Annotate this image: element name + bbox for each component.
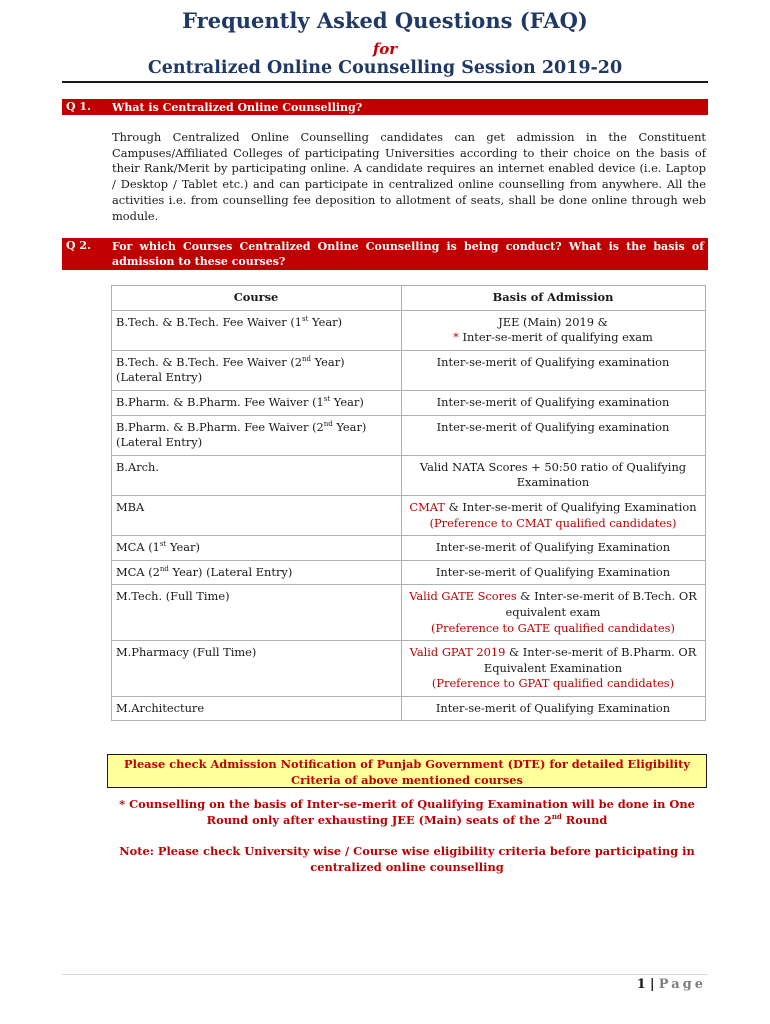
course-cell bbox=[112, 560, 402, 585]
column-header-basis: Basis of Admission bbox=[402, 286, 706, 311]
course-subtext: (Lateral Entry) bbox=[116, 435, 203, 450]
table-header-row bbox=[112, 286, 706, 311]
courses-table bbox=[111, 285, 706, 721]
basis-highlight: Valid GPAT 2019 bbox=[409, 645, 506, 660]
course-name: M.Pharmacy (Full Time) bbox=[116, 645, 257, 660]
question-text: What is Centralized Online Counselling? bbox=[112, 101, 363, 114]
course-cell bbox=[112, 350, 402, 390]
basis-text: Valid NATA Scores + 50:50 ratio of Qualifying Examination bbox=[419, 459, 687, 490]
course-cell bbox=[112, 696, 402, 721]
course-tail: Year) bbox=[311, 354, 345, 369]
basis-text: Inter-se-merit of Qualifying Examination bbox=[435, 540, 671, 555]
basis-cell bbox=[402, 536, 706, 561]
table-row bbox=[112, 696, 706, 721]
basis-cell bbox=[402, 415, 706, 455]
note-sup: nd bbox=[551, 811, 562, 821]
course-name: MBA bbox=[116, 499, 145, 514]
course-cell bbox=[112, 536, 402, 561]
course-subtext: (Lateral Entry) bbox=[116, 370, 203, 385]
counselling-note bbox=[107, 797, 707, 828]
note-text: * Counselling on the basis of Inter-se-merit of Qualifying Examination will be done in One Round only after exhausting JEE (Main) seats of the 2 bbox=[119, 797, 695, 827]
basis-preference: (Preference to CMAT qualified candidates) bbox=[429, 515, 677, 530]
course-name: B.Tech. & B.Tech. Fee Waiver (2 bbox=[116, 354, 303, 369]
course-cell bbox=[112, 585, 402, 641]
course-name: M.Architecture bbox=[116, 700, 205, 715]
basis-cell bbox=[402, 390, 706, 415]
title-divider bbox=[62, 81, 708, 83]
course-tail: Year) bbox=[308, 314, 343, 329]
table-row bbox=[112, 415, 706, 455]
course-sup: st bbox=[302, 314, 309, 323]
basis-cell bbox=[402, 585, 706, 641]
basis-highlight: Valid GATE Scores bbox=[409, 589, 517, 604]
course-cell bbox=[112, 455, 402, 495]
basis-text: JEE (Main) 2019 & bbox=[498, 314, 608, 329]
title-for: for bbox=[372, 40, 398, 58]
basis-asterisk: * bbox=[453, 330, 459, 345]
eligibility-note: Note: Please check University wise / Course wise eligibility criteria before participating in centralized online counselling bbox=[119, 844, 695, 874]
page-subtitle: Centralized Online Counselling Session 2019-20 bbox=[147, 58, 623, 78]
course-tail: Year) bbox=[330, 394, 364, 409]
eligibility-notice: Please check Admission Notification of Punjab Government (DTE) for detailed Eligibility Criteria of above mentioned courses bbox=[107, 754, 707, 788]
course-tail: Year) bbox=[332, 419, 367, 434]
table-row bbox=[112, 585, 706, 641]
course-sup: st bbox=[323, 395, 331, 404]
course-name: B.Pharm. & B.Pharm. Fee Waiver (1 bbox=[116, 394, 324, 409]
course-name: B.Pharm. & B.Pharm. Fee Waiver (2 bbox=[116, 419, 324, 434]
basis-highlight: CMAT bbox=[409, 499, 445, 514]
basis-text: Inter-se-merit of Qualifying Examination bbox=[435, 564, 671, 579]
basis-text: & Inter-se-merit of B.Pharm. OR Equivalent Examination bbox=[483, 645, 697, 675]
page-number: 1 bbox=[636, 977, 646, 992]
basis-text: Inter-se-merit of Qualifying examination bbox=[436, 354, 670, 369]
basis-preference: (Preference to GATE qualified candidates) bbox=[431, 620, 675, 635]
course-name: M.Tech. (Full Time) bbox=[116, 589, 230, 604]
course-name: MCA (2 bbox=[116, 564, 160, 579]
course-sup: st bbox=[159, 540, 167, 549]
basis-cell bbox=[402, 641, 706, 697]
table-row bbox=[112, 310, 706, 350]
basis-text: & Inter-se-merit of B.Tech. OR equivalent exam bbox=[505, 589, 697, 619]
course-cell bbox=[112, 310, 402, 350]
basis-cell bbox=[402, 495, 706, 535]
course-name: B.Arch. bbox=[116, 459, 159, 474]
page-word: Page bbox=[658, 977, 706, 992]
basis-text: Inter-se-merit of Qualifying examination bbox=[436, 394, 670, 409]
table-row bbox=[112, 536, 706, 561]
question-bar-q1 bbox=[62, 99, 708, 115]
course-sup: nd bbox=[159, 564, 169, 573]
page-title: Frequently Asked Questions (FAQ) bbox=[182, 8, 588, 33]
table-row bbox=[112, 390, 706, 415]
basis-preference: (Preference to GPAT qualified candidates) bbox=[431, 676, 675, 691]
basis-cell bbox=[402, 560, 706, 585]
course-name: MCA (1 bbox=[116, 540, 160, 555]
question-number: Q 2. bbox=[66, 239, 91, 252]
basis-cell bbox=[402, 310, 706, 350]
course-tail: Year) bbox=[166, 540, 200, 555]
basis-cell bbox=[402, 696, 706, 721]
table-row bbox=[112, 495, 706, 535]
table-row bbox=[112, 560, 706, 585]
course-name: B.Tech. & B.Tech. Fee Waiver (1 bbox=[116, 314, 303, 329]
table-row bbox=[112, 350, 706, 390]
basis-cell bbox=[402, 350, 706, 390]
note-tail: Round bbox=[561, 812, 608, 827]
course-cell bbox=[112, 415, 402, 455]
basis-text: Inter-se-merit of Qualifying Examination bbox=[435, 700, 671, 715]
course-cell bbox=[112, 495, 402, 535]
course-cell bbox=[112, 390, 402, 415]
table-row bbox=[112, 641, 706, 697]
basis-text: & Inter-se-merit of Qualifying Examination bbox=[444, 499, 697, 514]
answer-q1: Through Centralized Online Counselling candidates can get admission in the Constituent Campuses/Affiliated Colleges of participating Universities according to their choice on the basis of their Rank/Merit by participating online. A candidate requires an internet enabled device (i.e. Laptop / Desktop / Tablet etc.) and can participate in centralized online counselling from anywhere. All the activities i.e. from counselling fee deposition to allotment of seats, shall be done online through web module. bbox=[112, 130, 706, 223]
table-row bbox=[112, 455, 706, 495]
question-bar-q2 bbox=[62, 238, 708, 270]
page-footer bbox=[637, 977, 706, 992]
column-header-course: Course bbox=[112, 286, 402, 311]
course-cell bbox=[112, 641, 402, 697]
basis-text-2: Inter-se-merit of qualifying exam bbox=[458, 330, 653, 345]
course-tail: Year) (Lateral Entry) bbox=[168, 564, 293, 579]
course-sup: nd bbox=[302, 354, 312, 363]
basis-text: Inter-se-merit of Qualifying examination bbox=[436, 419, 670, 434]
question-text: For which Courses Centralized Online Counselling is being conduct? What is the basis of admission to these courses? bbox=[112, 240, 704, 268]
basis-cell bbox=[402, 455, 706, 495]
question-number: Q 1. bbox=[66, 100, 91, 113]
footer-divider bbox=[62, 974, 708, 975]
footer-separator: | bbox=[649, 977, 655, 992]
course-sup: nd bbox=[323, 419, 333, 428]
